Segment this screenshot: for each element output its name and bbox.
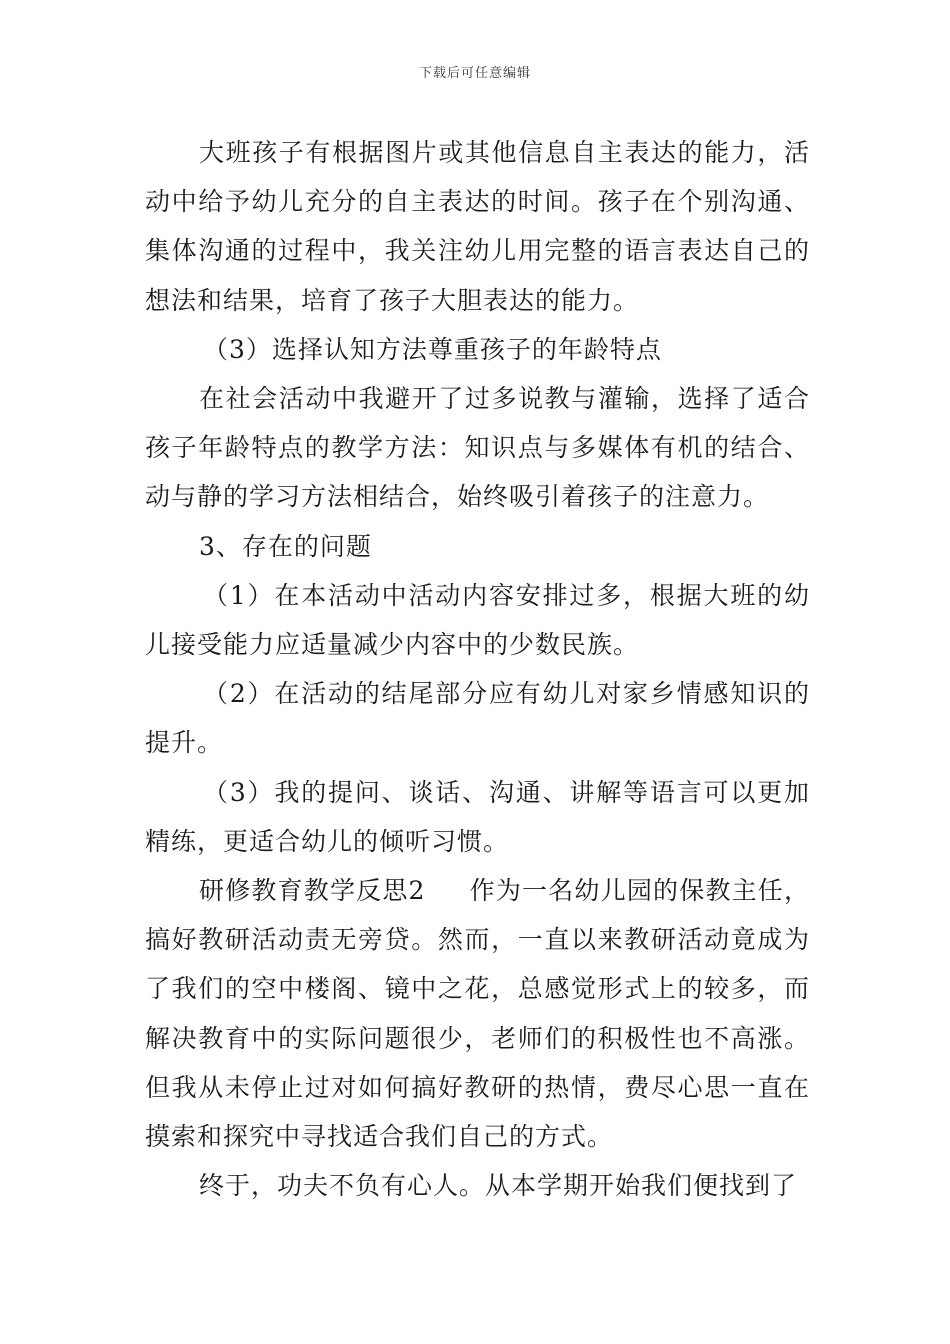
paragraph-expression-ability: 大班孩子有根据图片或其他信息自主表达的能力，活动中给予幼儿充分的自主表达的时间。孩子在个别沟通、集体沟通的过程中，我关注幼儿用完整的语言表达自己的想法和结果，培育了孩子大胆表达的能力。 [145,138,810,315]
problem-item-2: （2）在活动的结尾部分应有幼儿对家乡情感知识的提升。 [145,679,810,758]
page-header-note: 下载后可任意编辑 [418,66,531,81]
problem-item-3: （3）我的提问、谈话、沟通、讲解等语言可以更加精练，更适合幼儿的倾听习惯。 [145,777,810,856]
section2-first-paragraph: 作为一名幼儿园的保教主任，搞好教研活动责无旁贷。然而，一直以来教研活动竟成为了我们的空中楼阁、镜中之花，总感觉形式上的较多，而解决教育中的实际问题很少，老师们的积极性也不高涨。但我从未停止过对如何搞好教研的热情，费尽心思一直在摸索和探究中寻找适合我们自己的方式。 [145,876,810,1152]
paragraph-teaching-method: 在社会活动中我避开了过多说教与灌输，选择了适合孩子年龄特点的教学方法：知识点与多媒体有机的结合、动与静的学习方法相结合，始终吸引着孩子的注意力。 [145,384,810,512]
document-body [145,128,810,1210]
section2-paragraph [145,866,810,1161]
paragraph-subheading-method: （3）选择认知方法尊重孩子的年龄特点 [203,334,662,364]
section2-title: 研修教育教学反思2 [199,876,426,906]
section-heading-problems: 3、存在的问题 [199,531,372,561]
problem-item-1: （1）在本活动中活动内容安排过多，根据大班的幼儿接受能力应适量减少内容中的少数民族。 [145,580,810,660]
section2-second-paragraph: 终于，功夫不负有心人。从本学期开始我们便找到了 [199,1171,798,1201]
